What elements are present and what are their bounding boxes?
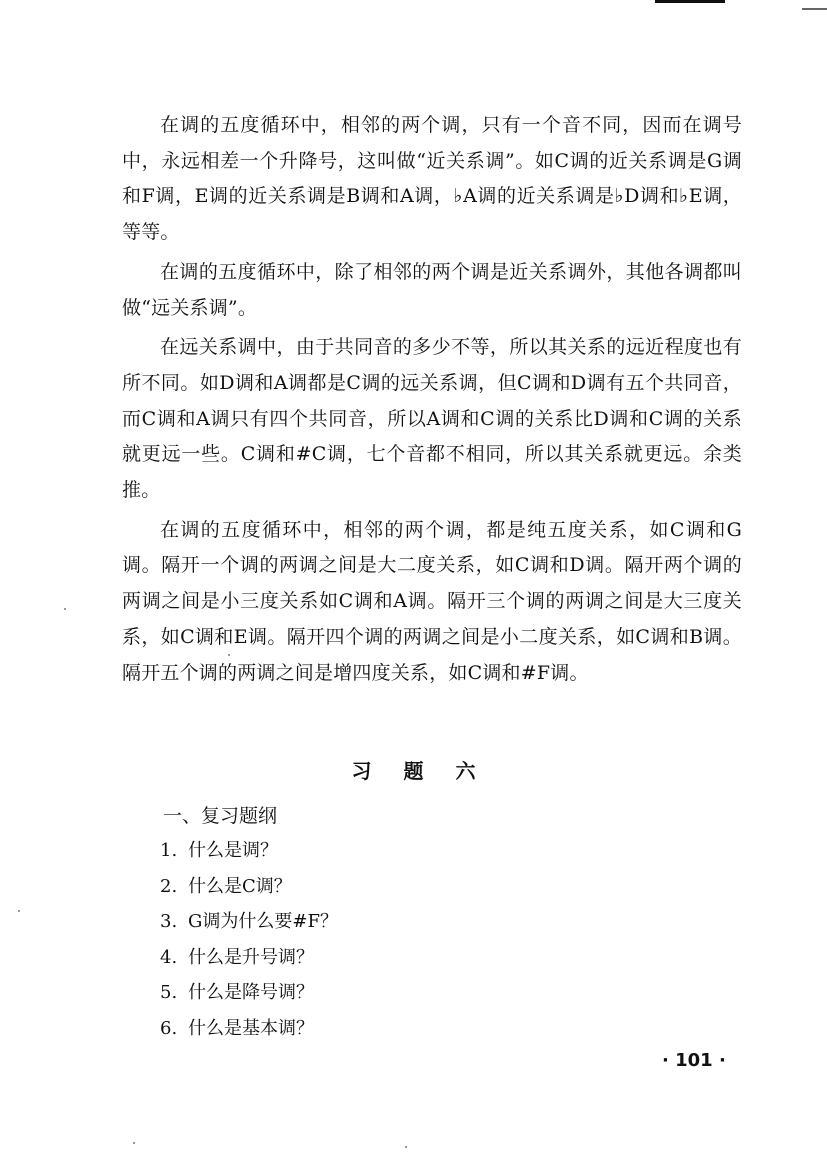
- question-number: 2.: [160, 875, 178, 897]
- paragraph: 在调的五度循环中，除了相邻的两个调是近关系调外，其他各调都叫做“远关系调”。: [122, 260, 742, 319]
- scan-edge-mark: [802, 8, 827, 10]
- title-char: 题: [403, 759, 424, 783]
- question-number: 5.: [160, 982, 178, 1004]
- exercise-title: [0, 755, 827, 784]
- question-number: 6.: [160, 1017, 178, 1039]
- scan-speck: [133, 1142, 135, 1144]
- question-text: 什么是升号调？: [188, 946, 314, 968]
- question-number: 3.: [160, 911, 178, 933]
- section-heading: 一、复习题纲: [163, 805, 278, 827]
- title-char: 六: [455, 759, 476, 783]
- question-number: 1.: [160, 840, 178, 861]
- list-item: [160, 869, 338, 905]
- paragraph: 在远关系调中，由于共同音的多少不等，所以其关系的远近程度也有所不同。如D调和A调都是C调的远关系调，但C调和D调有五个共同音，而C调和A调只有四个共同音，所以A调和C调的关系比D调和C调的关系就更远一些。C调和#C调，七个音都不相同，所以其关系就更远。余类推。: [122, 336, 742, 502]
- body-text: [122, 108, 742, 695]
- question-text: G调为什么要#F？: [188, 911, 338, 933]
- question-text: 什么是调？: [188, 840, 278, 861]
- scan-speck: [18, 910, 20, 912]
- scan-speck: [64, 608, 66, 610]
- scan-speck: [405, 1146, 407, 1148]
- scan-speck: [228, 654, 230, 656]
- list-item: [160, 904, 338, 940]
- page-number: · 101 ·: [662, 1050, 726, 1071]
- list-item: [160, 833, 338, 869]
- paragraph: 在调的五度循环中，相邻的两个调，都是纯五度关系，如C调和G调。隔开一个调的两调之间是大二度关系，如C调和D调。隔开两个调的两调之间是小三度关系如C调和A调。隔开三个调的两调之间是大三度关系，如C调和E调。隔开四个调的两调之间是小二度关系，如C调和B调。隔开五个调的两调之间是增四度关系，如C调和#F调。: [122, 518, 742, 684]
- question-number: 4.: [160, 946, 178, 968]
- question-text: 什么是C调？: [188, 875, 292, 897]
- list-item: [160, 975, 338, 1011]
- title-char: 习: [351, 759, 372, 783]
- question-text: 什么是基本调？: [188, 1017, 314, 1039]
- question-text: 什么是降号调？: [188, 982, 314, 1004]
- paragraph: 在调的五度循环中，相邻的两个调，只有一个音不同，因而在调号中，永远相差一个升降号，这叫做“近关系调”。如C调的近关系调是G调和F调，E调的近关系调是B调和A调，♭A调的近关系调是♭D调和♭E调，等等。: [122, 114, 742, 244]
- list-item: [160, 1011, 338, 1047]
- list-item: [160, 940, 338, 976]
- question-list: [160, 833, 338, 1047]
- scan-edge-mark: [655, 0, 725, 3]
